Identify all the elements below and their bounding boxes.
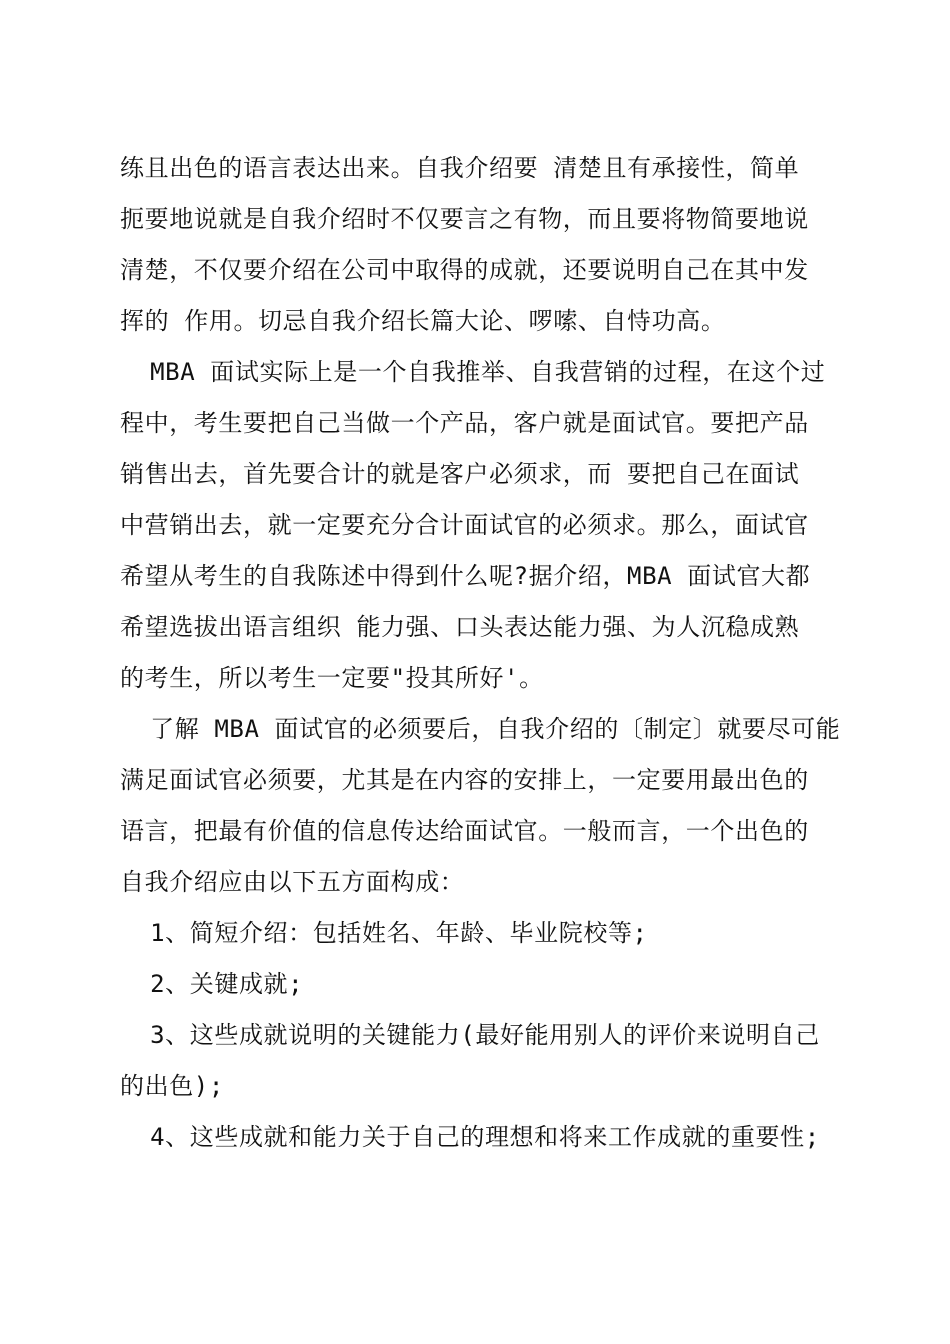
list-item: 1、简短介绍：包括姓名、年龄、毕业院校等; — [120, 919, 648, 947]
text-line: 自我介绍应由以下五方面构成： — [120, 868, 465, 896]
list-item: 3、这些成就说明的关键能力(最好能用别人的评价来说明自己 — [120, 1021, 820, 1049]
text-line: 了解 MBA 面试官的必须要后，自我介绍的〔制定〕就要尽可能 — [120, 715, 841, 743]
text-line: 挥的 作用。切忌自我介绍长篇大论、啰嗦、自恃功高。 — [120, 307, 726, 335]
text-line: 的考生，所以考生一定要"投其所好'。 — [120, 664, 544, 692]
list-item: 2、关键成就; — [120, 970, 304, 998]
text-line: 希望选拔出语言组织 能力强、口头表达能力强、为人沉稳成熟 — [120, 613, 800, 641]
text-line: 希望从考生的自我陈述中得到什么呢?据介绍，MBA 面试官大都 — [120, 562, 811, 590]
text-line: MBA 面试实际上是一个自我推举、自我营销的过程，在这个过 — [120, 358, 826, 386]
text-line: 销售出去，首先要合计的就是客户必须求，而 要把自己在面试 — [120, 460, 800, 488]
text-line: 程中，考生要把自己当做一个产品，客户就是面试官。要把产品 — [120, 409, 809, 437]
text-line: 语言，把最有价值的信息传达给面试官。一般而言，一个出色的 — [120, 817, 809, 845]
text-line: 的出色); — [120, 1072, 224, 1100]
text-line: 中营销出去，就一定要充分合计面试官的必须求。那么，面试官 — [120, 511, 809, 539]
text-line: 扼要地说就是自我介绍时不仅要言之有物，而且要将物简要地说 — [120, 205, 809, 233]
text-line: 练且出色的语言表达出来。自我介绍要 清楚且有承接性，简单 — [120, 154, 800, 182]
list-item: 4、这些成就和能力关于自己的理想和将来工作成就的重要性; — [120, 1123, 820, 1151]
text-line: 满足面试官必须要，尤其是在内容的安排上，一定要用最出色的 — [120, 766, 809, 794]
text-line: 清楚，不仅要介绍在公司中取得的成就，还要说明自己在其中发 — [120, 256, 809, 284]
